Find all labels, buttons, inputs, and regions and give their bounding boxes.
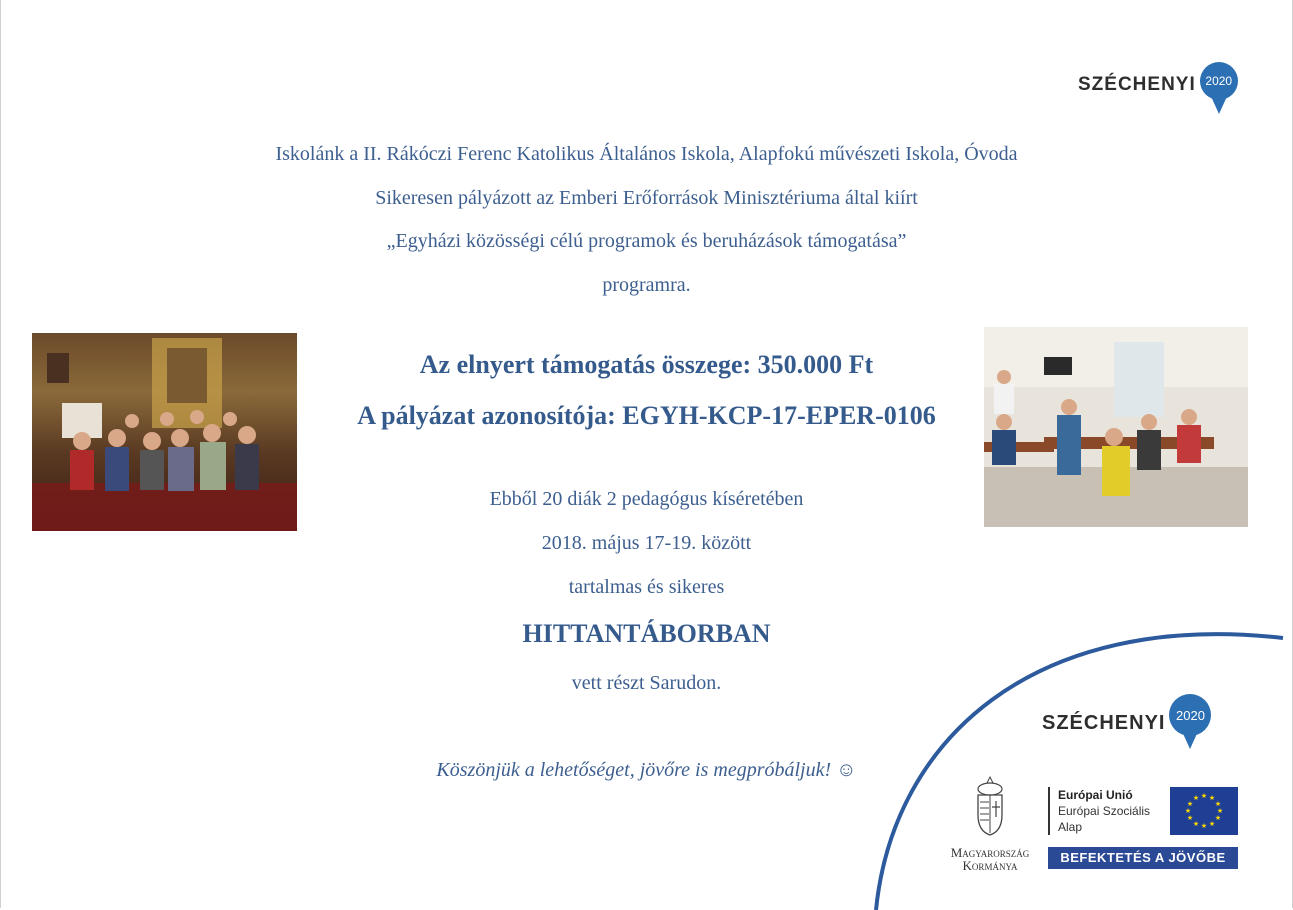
eu-title: Európai Unió — [1058, 788, 1133, 802]
government-label: Magyarország Kormánya — [950, 845, 1030, 873]
camp-title: HITTANTÁBORBAN — [522, 619, 771, 648]
thanks-message: Köszönjük a lehetőséget, jövőre is megpróbáljuk! ☺ — [436, 759, 857, 781]
eu-slogan-banner: BEFEKTETÉS A JÖVŐBE — [1048, 847, 1238, 869]
svg-text:★: ★ — [1192, 794, 1200, 802]
map-pin-icon — [1169, 694, 1213, 756]
pin-year: 2020 — [1200, 62, 1238, 100]
eu-line-1: Európai Szociális — [1058, 804, 1151, 818]
eu-line-2: Alap — [1058, 820, 1083, 834]
intro-line-2: Sikeresen pályázott az Emberi Erőforrások Minisztériuma által kiírt — [375, 187, 918, 209]
svg-text:★: ★ — [1214, 814, 1222, 822]
camp-line-1: Ebből 20 diák 2 pedagógus kíséretében — [489, 488, 804, 510]
svg-text:★: ★ — [1192, 820, 1200, 828]
intro-line-3: „Egyházi közösségi célú programok és beruházások támogatása” — [386, 230, 907, 252]
svg-text:★: ★ — [1186, 814, 1194, 822]
intro-line-4: programra. — [602, 274, 691, 296]
svg-text:★: ★ — [1200, 792, 1208, 800]
camp-line-2: 2018. május 17-19. között — [541, 532, 752, 554]
svg-text:★: ★ — [1200, 822, 1208, 830]
szechenyi-brand-text: SZÉCHENYI — [1042, 711, 1166, 734]
szechenyi-logo-top — [1078, 52, 1240, 118]
eu-flag-icon — [1170, 787, 1238, 835]
szechenyi-logo-bottom — [1042, 690, 1213, 756]
svg-text:★: ★ — [1186, 800, 1194, 808]
intro-line-1: Iskolánk a II. Rákóczi Ferenc Katolikus Általános Iskola, Alapfokú művészeti Iskola, Óvoda — [275, 143, 1018, 165]
camp-line-3: tartalmas és sikeres — [568, 576, 725, 598]
grant-amount: Az elnyert támogatás összege: 350.000 Ft — [419, 350, 874, 379]
coat-of-arms-icon — [973, 775, 1007, 839]
svg-text:★: ★ — [1208, 794, 1216, 802]
svg-text:★: ★ — [1208, 820, 1216, 828]
grant-identifier: A pályázat azonosítója: EGYH-KCP-17-EPER-0106 — [357, 401, 936, 430]
eu-text-block — [1048, 787, 1150, 835]
szechenyi-brand-text: SZÉCHENYI — [1078, 74, 1196, 95]
svg-text:★: ★ — [1216, 807, 1224, 815]
camp-line-4: vett részt Sarudon. — [571, 672, 722, 694]
svg-text:★: ★ — [1214, 800, 1222, 808]
map-pin-icon — [1200, 62, 1240, 118]
pin-year: 2020 — [1169, 694, 1211, 736]
svg-text:★: ★ — [1184, 807, 1192, 815]
